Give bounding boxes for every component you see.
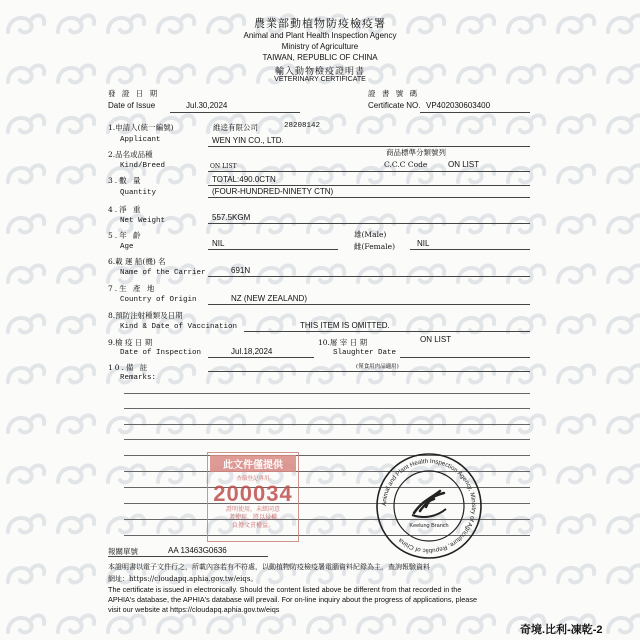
- stamp-line-2: 者使用，將以侵權: [228, 515, 277, 521]
- issue-date-label-en: Date of Issue: [108, 101, 156, 110]
- net-weight-label-zh: 4.淨 重: [108, 205, 143, 214]
- document-title-zh: 輸入動物檢疫證明書: [274, 67, 365, 77]
- ministry-name: Ministry of Agriculture: [281, 42, 359, 51]
- customs-no-label: 報關單號: [108, 547, 138, 556]
- male-label: 雄(Male): [354, 230, 387, 239]
- applicant-tax-id: 28208142: [284, 122, 321, 130]
- stamp-title: 此文件僅提供: [210, 455, 296, 472]
- sex-value: NIL: [417, 239, 430, 248]
- photo-caption: 奇境.比利-凍乾-2: [520, 624, 603, 636]
- ccc-label-en: C.C.C Code: [384, 160, 428, 169]
- issue-date-label-zh: 發 證 日 期: [108, 89, 160, 98]
- country-name: TAIWAN, REPUBLIC OF CHINA: [262, 53, 378, 62]
- document-title-en: VETERINARY CERTIFICATE: [274, 76, 366, 83]
- vaccination-label-zh: 8.預防注射種類及日期: [108, 311, 183, 320]
- remarks-label-en: Remarks:: [120, 374, 157, 382]
- age-value: NIL: [212, 239, 225, 248]
- kind-label-en: Kind/Breed: [120, 162, 166, 170]
- inspection-label-en: Date of Inspection: [120, 349, 202, 357]
- slaughter-note: (僅食用肉品適用): [356, 364, 399, 370]
- seal-graphic: [374, 451, 484, 561]
- cert-number-label-zh: 證 書 號 碼: [368, 89, 420, 98]
- quantity-value-1: TOTAL:490.0CTN: [212, 175, 276, 184]
- vaccination-value: THIS ITEM IS OMITTED.: [300, 321, 390, 330]
- stamp-line-3: 負擔文責權益。: [231, 523, 274, 529]
- agency-name-zh: 農業部動植物防疫檢疫署: [254, 17, 386, 30]
- vaccination-label-en: Kind & Date of Vaccination: [120, 323, 238, 331]
- female-label: 雌(Female): [354, 242, 396, 251]
- slaughter-label-en: Slaughter Date: [333, 349, 397, 357]
- stamp-subtitle: 查驗登記專用: [236, 476, 270, 482]
- footer-note-zh-2: 網址：https://cloudapq.aphia.gov.tw/eiqs。: [108, 575, 258, 583]
- footer-note-en-1: The certificate is issued in electronically. Should the content listed above be different from that recorded in the: [108, 585, 462, 594]
- net-weight-value: 557.5KGM: [212, 213, 251, 222]
- carrier-label-zh: 6.載 運 船(機) 名: [108, 257, 166, 266]
- carrier-label-en: Name of the Carrier: [120, 269, 206, 277]
- stamp-line-1: 證明使用，未經同意: [225, 507, 280, 513]
- age-label-zh: 5.年 齡: [108, 231, 143, 240]
- reference-only-stamp: [207, 452, 299, 542]
- age-label-en: Age: [120, 243, 134, 251]
- official-seal: [374, 451, 484, 561]
- inspection-label-zh: 9.檢 疫 日 期: [108, 338, 153, 347]
- footer-note-en-2: APHIA's database, the APHIA's database will prevail. For on-line inquiry about the progress of applications, please: [108, 595, 478, 604]
- seal-branch: Keelung Branch: [409, 523, 449, 529]
- ccc-label-zh: 商品標準分類號列: [386, 148, 446, 157]
- net-weight-label-en: Net Weight: [120, 217, 166, 225]
- carrier-value: 691N: [231, 266, 251, 275]
- origin-label-en: Country of Origin: [120, 296, 197, 304]
- agency-name-en: Animal and Plant Health Inspection Agency: [243, 31, 397, 40]
- remarks-label-zh: 10.備 註: [108, 363, 150, 372]
- cert-number-label-en: Certificate NO.: [368, 101, 421, 110]
- slaughter-label-zh: 10.屠 宰 日 期: [318, 338, 368, 347]
- inspection-value: Jul.18,2024: [231, 347, 273, 356]
- slaughter-value: ON LIST: [420, 335, 452, 344]
- applicant-label-zh: 1.申請人(統一編號): [108, 123, 174, 132]
- cert-number-value: VP402030603400: [426, 101, 491, 110]
- ccc-value: ON LIST: [448, 160, 480, 169]
- issue-date-value: Jul.30,2024: [186, 101, 228, 110]
- applicant-value-zh: 維逵有限公司: [213, 123, 258, 132]
- footer-note-en-3: visit our website at https://cloudapq.aphia.gov.tw/eiqs: [108, 605, 280, 614]
- stamp-number: 200034: [213, 481, 293, 506]
- origin-value: NZ (NEW ZEALAND): [231, 294, 307, 303]
- seal-ring-text: Animal and Plant Health Inspection Agency, Ministry of Agriculture, Republic of China: [380, 457, 478, 555]
- applicant-value-en: WEN YIN CO., LTD.: [212, 136, 284, 145]
- customs-no-value: AA 13463G0636: [168, 546, 227, 555]
- kind-label-zh: 2.品名或品種: [108, 150, 153, 159]
- quantity-value-2: (FOUR-HUNDRED-NINETY CTN): [212, 187, 334, 196]
- applicant-label-en: Applicant: [120, 136, 161, 144]
- footer-note-zh-1: 本證明書以電子文件行之，所載內容若有不符處，以動植物防疫檢疫署電腦資料紀錄為主，查詢報驗資料: [108, 563, 430, 571]
- kind-value: ON LIST: [210, 163, 237, 170]
- quantity-label-en: Quantity: [120, 189, 157, 197]
- quantity-label-zh: 3.數 量: [108, 176, 143, 185]
- origin-label-zh: 7.生 產 地: [108, 284, 157, 293]
